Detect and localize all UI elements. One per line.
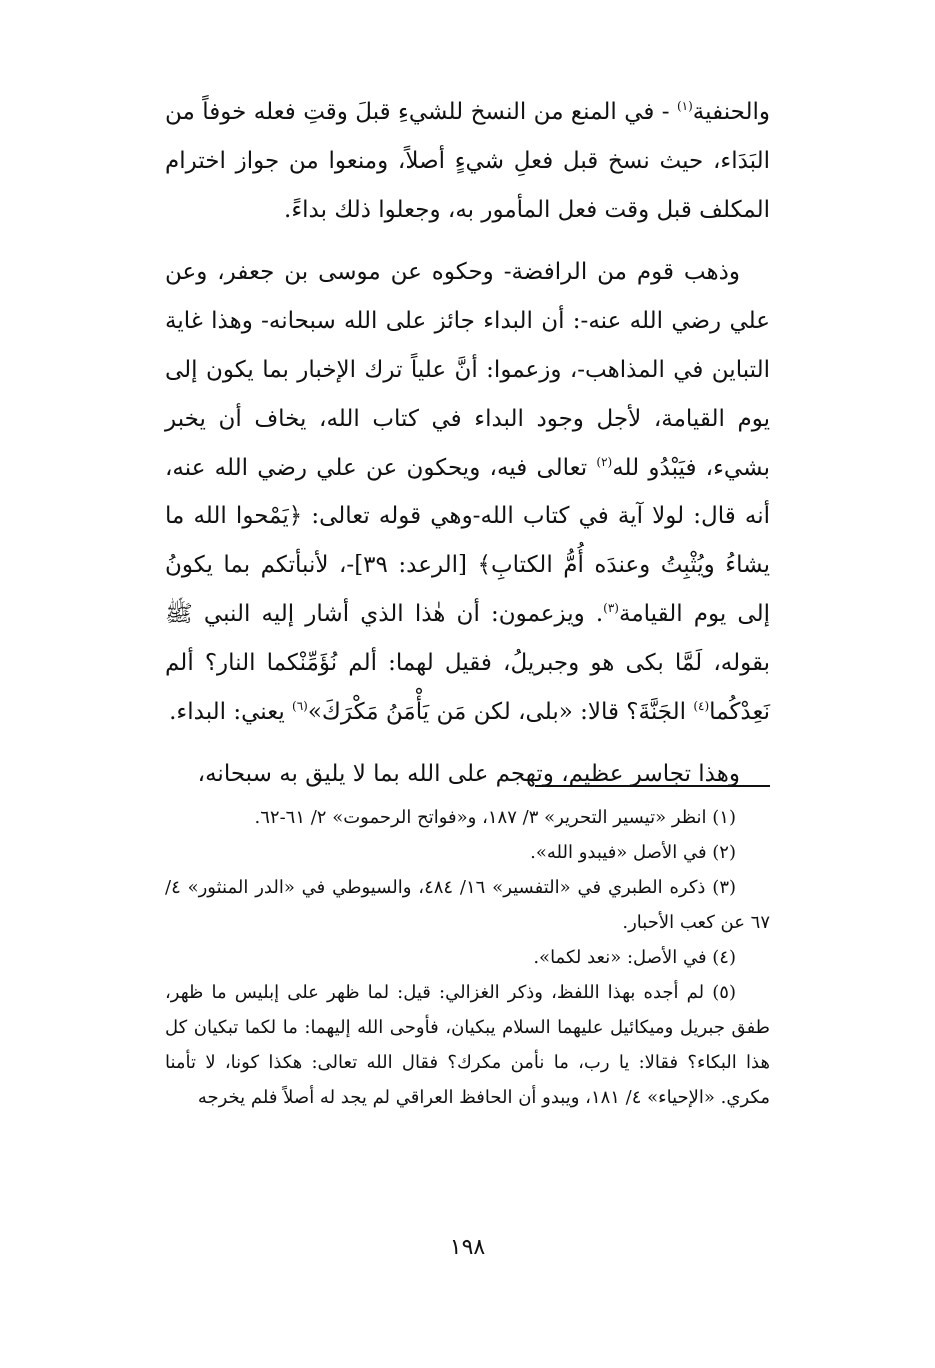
footnote-marker: (٣) xyxy=(603,600,619,615)
text-run: - في المنع من النسخ للشيءِ قبلَ وقتِ فعله خوفاً من البَدَاء، حيث نسخ قبل فعلِ شيءٍ أصلاً، ومنعوا من جواز اخترام المكلف قبل وقت فعل المأمور به، وجعلوا ذلك بداءً. xyxy=(165,99,770,223)
footnote-marker: (١) xyxy=(676,99,693,113)
main-text xyxy=(165,88,770,799)
footnote-divider xyxy=(535,785,770,787)
footnote-4: (٤) في الأصل: «نعد لكما». xyxy=(533,947,736,968)
footnotes xyxy=(165,800,770,1115)
text-run: تعالى فيه، ويحكون عن علي رضي الله عنه، أنه قال: لولا آية في كتاب الله-وهي قوله تعالى: ﴿يَمْحوا الله ما يشاءُ ويُثْبِتُ وعندَه أُمُّ الكتابِ﴾ [الرعد: ٣٩]-، لأنبأتكم بما يكونُ إلى يوم القيامة xyxy=(165,454,770,627)
footnote-marker: (٢) xyxy=(596,454,613,469)
page-number: ١٩٨ xyxy=(449,1235,486,1260)
text-run: الجَنَّةَ؟ قالا: «بلى، لكن مَن يَأْمَنُ مَكْرَكَ» xyxy=(307,698,694,725)
text-run: يعني: البداء. xyxy=(169,698,293,725)
text-run: والحنفية xyxy=(692,99,770,125)
footnote-1: (١) انظر «تيسير التحرير» ٣/ ١٨٧، و«فواتح الرحموت» ٢/ ٦١-٦٢. xyxy=(254,807,736,828)
book-page xyxy=(165,88,770,1288)
paragraph-1 xyxy=(165,88,770,234)
footnote-marker: (٦) xyxy=(292,698,308,713)
text-run: وذهب قوم من الرافضة- وحكوه عن موسى بن جعفر، وعن علي رضي الله عنه-: أن البداء جائز على الله سبحانه- وهذا غاية التباين في المذاهب-، وزعموا: أنَّ علياً ترك الإخبار بما يكون إلى يوم القيامة، لأجل وجود البداء في كتاب الله، يخاف أن يخبر بشيء، فيَبْدُو لله xyxy=(165,259,771,481)
text-run: . ويزعمون: أن هٰذا الذي أشار إليه النبي ﷺ بقوله، لَمَّا بكى هو وجبريلُ، فقيل لهما: ألم نُؤَمِّنْكما النار؟ ألم نَعِدْكُما xyxy=(165,600,770,725)
footnote-marker: (٤) xyxy=(693,698,710,713)
paragraph-2 xyxy=(165,248,770,736)
paragraph-3: وهذا تجاسر عظيم، وتهجم على الله بما لا يليق به سبحانه، xyxy=(197,761,740,788)
footnote-3: (٣) ذكره الطبري في «التفسير» ١٦/ ٤٨٤، والسيوطي في «الدر المنثور» ٤/ ٦٧ عن كعب الأحبار. xyxy=(165,877,770,933)
footnote-2: (٢) في الأصل «فيبدو الله». xyxy=(530,842,736,863)
footnote-5: (٥) لم أجده بهذا اللفظ، وذكر الغزالي: قيل: لما ظهر على إبليس ما ظهر، طفق جبريل وميكائيل عليهما السلام يبكيان، فأوحى الله إليهما: ما لكما تبكيان كل هذا البكاء؟ فقالا: يا رب، ما نأمن مكرك؟ فقال الله تعالى: هكذا كونا، لا تأمنا مكري. «الإحياء» ٤/ ١٨١، ويبدو أن الحافظ العراقي لم يجد له أصلاً فلم يخرجه xyxy=(165,982,770,1108)
